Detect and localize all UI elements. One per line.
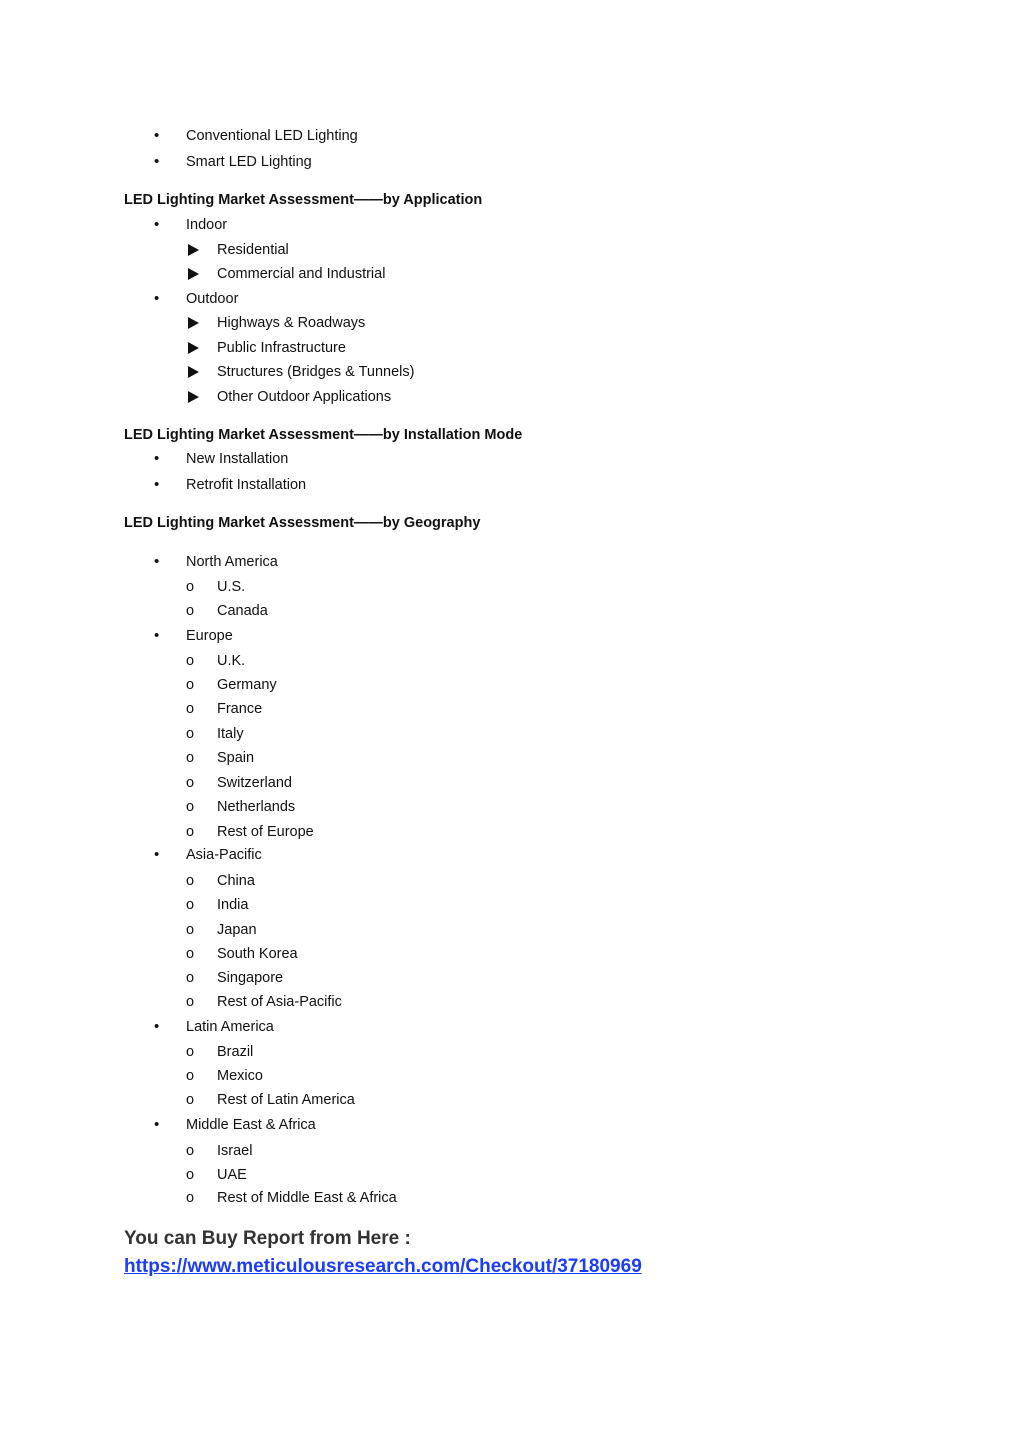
- arrow-bullet-icon: [188, 317, 199, 329]
- arrow-bullet-icon: [188, 342, 199, 354]
- subitem-label: UAE: [217, 1167, 247, 1183]
- subitem-label: Brazil: [217, 1044, 254, 1060]
- subitem-label: Italy: [217, 726, 244, 742]
- circle-bullet: o: [186, 726, 195, 742]
- item-label: Latin America: [186, 1019, 274, 1035]
- subitem-label: Rest of Latin America: [217, 1092, 355, 1108]
- bullet: •: [154, 216, 160, 233]
- bullet: •: [154, 450, 160, 467]
- subitem-label: Switzerland: [217, 775, 292, 791]
- item-label: Retrofit Installation: [186, 477, 307, 493]
- item-label: Conventional LED Lighting: [186, 128, 358, 144]
- circle-bullet: o: [186, 970, 195, 986]
- circle-bullet: o: [186, 579, 195, 595]
- subitem-label: Germany: [217, 677, 277, 693]
- subitem-label: France: [217, 701, 263, 717]
- subitem-label: Mexico: [217, 1068, 263, 1084]
- item-label: Asia-Pacific: [186, 847, 262, 863]
- arrow-bullet-icon: [188, 391, 199, 403]
- subitem-label: Spain: [217, 750, 255, 766]
- section-heading-installation: LED Lighting Market Assessment——by Installation Mode: [124, 427, 523, 443]
- section-heading-geography: LED Lighting Market Assessment——by Geography: [124, 515, 481, 531]
- subitem-label: Structures (Bridges & Tunnels): [217, 364, 415, 380]
- circle-bullet: o: [186, 1167, 195, 1183]
- subitem-label: U.S.: [217, 579, 246, 595]
- item-label: North America: [186, 554, 278, 570]
- circle-bullet: o: [186, 922, 195, 938]
- subitem-label: Rest of Middle East & Africa: [217, 1190, 397, 1206]
- subitem-label: U.K.: [217, 653, 246, 669]
- item-label: Middle East & Africa: [186, 1117, 316, 1133]
- circle-bullet: o: [186, 946, 195, 962]
- bullet: •: [154, 846, 160, 863]
- checkout-link[interactable]: https://www.meticulousresearch.com/Checkout/37180969: [124, 1256, 642, 1277]
- bullet: •: [154, 153, 160, 170]
- bullet: •: [154, 127, 160, 144]
- subitem-label: Residential: [217, 242, 289, 258]
- circle-bullet: o: [186, 603, 195, 619]
- item-label: Europe: [186, 628, 233, 644]
- subitem-label: Singapore: [217, 970, 284, 986]
- subitem-label: Canada: [217, 603, 268, 619]
- circle-bullet: o: [186, 824, 195, 840]
- subitem-label: Highways & Roadways: [217, 315, 366, 331]
- circle-bullet: o: [186, 677, 195, 693]
- subitem-label: Other Outdoor Applications: [217, 389, 392, 405]
- circle-bullet: o: [186, 897, 195, 913]
- subitem-label: Rest of Europe: [217, 824, 314, 840]
- subitem-label: Japan: [217, 922, 257, 938]
- subitem-label: Israel: [217, 1143, 253, 1159]
- circle-bullet: o: [186, 1143, 195, 1159]
- bullet: •: [154, 1018, 160, 1035]
- item-label: New Installation: [186, 451, 289, 467]
- subitem-label: Public Infrastructure: [217, 340, 346, 356]
- circle-bullet: o: [186, 1044, 195, 1060]
- subitem-label: Netherlands: [217, 799, 296, 815]
- circle-bullet: o: [186, 750, 195, 766]
- subitem-label: India: [217, 897, 249, 913]
- item-label: Outdoor: [186, 291, 239, 307]
- circle-bullet: o: [186, 701, 195, 717]
- subitem-label: Commercial and Industrial: [217, 266, 386, 282]
- bullet: •: [154, 290, 160, 307]
- subitem-label: China: [217, 873, 255, 889]
- arrow-bullet-icon: [188, 268, 199, 280]
- item-label: Smart LED Lighting: [186, 154, 312, 170]
- circle-bullet: o: [186, 799, 195, 815]
- bullet: •: [154, 476, 160, 493]
- circle-bullet: o: [186, 1068, 195, 1084]
- item-label: Indoor: [186, 217, 228, 233]
- subitem-label: Rest of Asia-Pacific: [217, 994, 342, 1010]
- bullet: •: [154, 553, 160, 570]
- circle-bullet: o: [186, 1190, 195, 1206]
- arrow-bullet-icon: [188, 366, 199, 378]
- arrow-bullet-icon: [188, 244, 199, 256]
- section-heading-application: LED Lighting Market Assessment——by Application: [124, 192, 483, 208]
- bullet: •: [154, 627, 160, 644]
- subitem-label: South Korea: [217, 946, 298, 962]
- circle-bullet: o: [186, 994, 195, 1010]
- circle-bullet: o: [186, 1092, 195, 1108]
- circle-bullet: o: [186, 653, 195, 669]
- circle-bullet: o: [186, 775, 195, 791]
- circle-bullet: o: [186, 873, 195, 889]
- buy-report-text: You can Buy Report from Here :: [124, 1228, 411, 1249]
- bullet: •: [154, 1116, 160, 1133]
